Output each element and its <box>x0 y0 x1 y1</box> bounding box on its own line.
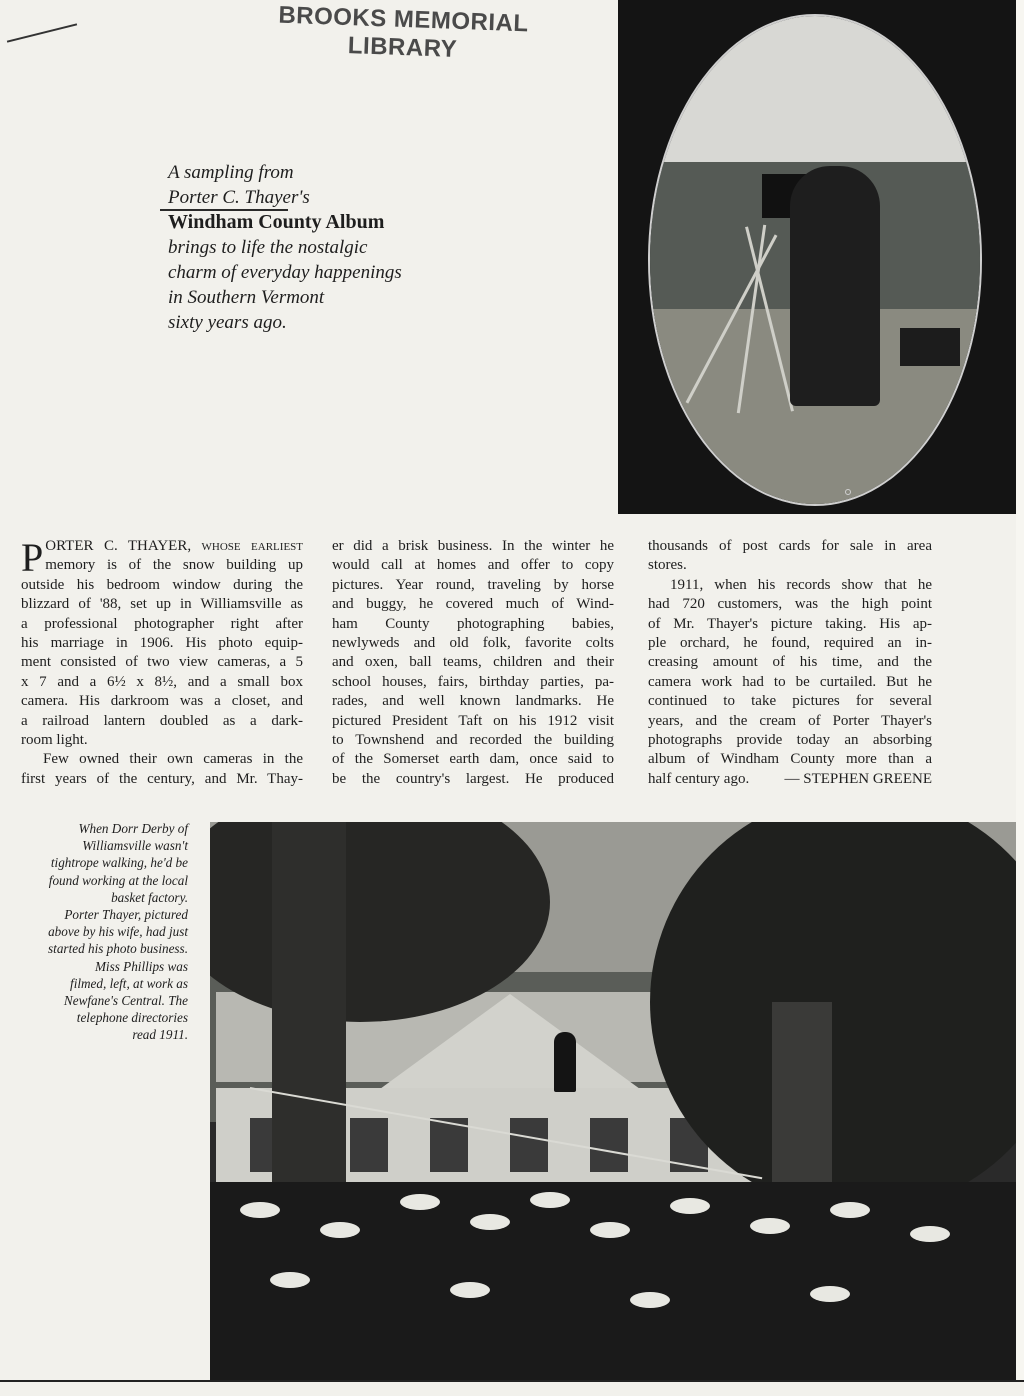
photographer-figure <box>790 166 880 406</box>
intro-line: Porter C. Thayer's <box>168 187 310 208</box>
oval-vignette <box>648 14 982 506</box>
caption-line: tightrope walking, he'd be <box>50 855 188 871</box>
caption-line: Newfane's Central. The <box>63 993 188 1009</box>
article-line: years, and the cream of Porter Thayer's <box>648 712 932 729</box>
page-bottom-rule <box>0 1380 1024 1382</box>
photographer-photo <box>618 0 1016 514</box>
article-line: creasing amount of his time, and the <box>648 654 932 671</box>
article-line-text: half century ago. <box>648 770 750 787</box>
intro-line: sixty years ago. <box>168 312 287 333</box>
caption-line: When Dorr Derby of <box>78 821 188 836</box>
article-line: school houses, fairs, birthday parties, pa- <box>332 673 614 690</box>
article-line: photographs provide today an absorbing <box>648 731 932 748</box>
caption-line: found working at the local <box>48 872 188 888</box>
article-line: memory is of the snow building up <box>45 557 303 574</box>
article-line: blizzard of '88, set up in Williamsville as <box>21 596 303 613</box>
article-line: of the Somerset earth dam, once said to <box>332 751 614 768</box>
article-line: pictures. Year round, traveling by horse <box>332 576 614 593</box>
article-line: 1911, when his records show that he <box>670 576 932 593</box>
camera-case <box>900 328 960 366</box>
drop-cap: P <box>21 535 44 580</box>
tightrope-walker <box>554 1032 576 1092</box>
article-line: be the country's largest. He produced <box>332 770 614 787</box>
pen-mark <box>7 23 77 42</box>
article-line: would call at homes and offer to copy <box>332 557 614 574</box>
article-line: pictured President Taft on his 1912 visit <box>332 712 614 729</box>
caption-line: above by his wife, had just <box>48 924 188 940</box>
article-line: ple orchard, he found, required an in- <box>648 634 932 651</box>
photo-caption <box>14 820 188 1044</box>
article-line: outside his bedroom window during the <box>21 576 303 593</box>
article-line: album of Windham County more than a <box>648 751 932 768</box>
article-line: and buggy, he covered much of Wind- <box>332 596 614 613</box>
crowd <box>210 1182 1016 1380</box>
article-line: first years of the century, and Mr. Thay- <box>21 770 303 787</box>
article-line: a professional photographer right after <box>21 615 303 632</box>
article-line: rades, and well known landmarks. He <box>332 693 614 710</box>
article-line: Few owned their own cameras in the <box>43 751 303 768</box>
article-line: ment consisted of two view cameras, a 5 <box>21 654 303 671</box>
intro-line: charm of everyday happenings <box>168 262 402 283</box>
article-line: stores. <box>648 557 687 574</box>
article-line: of Mr. Thayer's picture taking. His ap- <box>648 615 932 632</box>
intro-line: A sampling from <box>168 162 294 183</box>
article-line: and oxen, ball teams, children and their <box>332 654 614 671</box>
caption-line: Williamsville wasn't <box>82 838 188 854</box>
caption-line: Porter Thayer, pictured <box>64 907 188 923</box>
article-line: had 720 customers, was the high point <box>648 596 932 613</box>
intro-blurb <box>168 160 488 335</box>
article-column-2 <box>332 537 614 789</box>
article-line: his marriage in 1906. His photo equip- <box>21 634 303 651</box>
album-title: Windham County Album <box>168 211 385 233</box>
article-column-1 <box>21 537 303 789</box>
article-line: thousands of post cards for sale in area <box>648 538 932 554</box>
article-line: continued to take pictures for several <box>648 693 932 710</box>
intro-line: brings to life the nostalgic <box>168 237 368 258</box>
article-line: camera. His darkroom was a closet, and <box>21 693 303 710</box>
intro-line: in Southern Vermont <box>168 287 325 308</box>
article-line: room light. <box>21 731 88 748</box>
caption-line: telephone directories <box>76 1010 188 1026</box>
byline: — STEPHEN GREENE <box>784 770 932 787</box>
article-line: x 7 and a 6½ x 8½, and a small box <box>21 673 303 690</box>
article-line: camera work had to be curtailed. But he <box>648 673 932 690</box>
caption-line: basket factory. <box>111 889 188 905</box>
article-line: to Townshend and recorded the building <box>332 731 614 748</box>
tightrope-photo <box>210 822 1016 1380</box>
article-line: ORTER C. THAYER, whose earliest <box>45 538 303 554</box>
article-line: newlyweds and old folk, favorite colts <box>332 634 614 651</box>
article-line: er did a brisk business. In the winter he <box>332 538 614 554</box>
caption-line: read 1911. <box>132 1027 188 1043</box>
article-line: a railroad lantern doubled as a dark- <box>21 712 303 729</box>
article-column-3 <box>648 537 932 789</box>
caption-line: started his photo business. <box>48 941 188 957</box>
caption-line: filmed, left, at work as <box>70 975 188 991</box>
article-last-line <box>648 770 932 789</box>
library-stamp: BROOKS MEMORIAL LIBRARY <box>278 1 529 63</box>
caption-line: Miss Phillips was <box>94 958 188 974</box>
article-line: ham County photographing babies, <box>332 615 614 632</box>
